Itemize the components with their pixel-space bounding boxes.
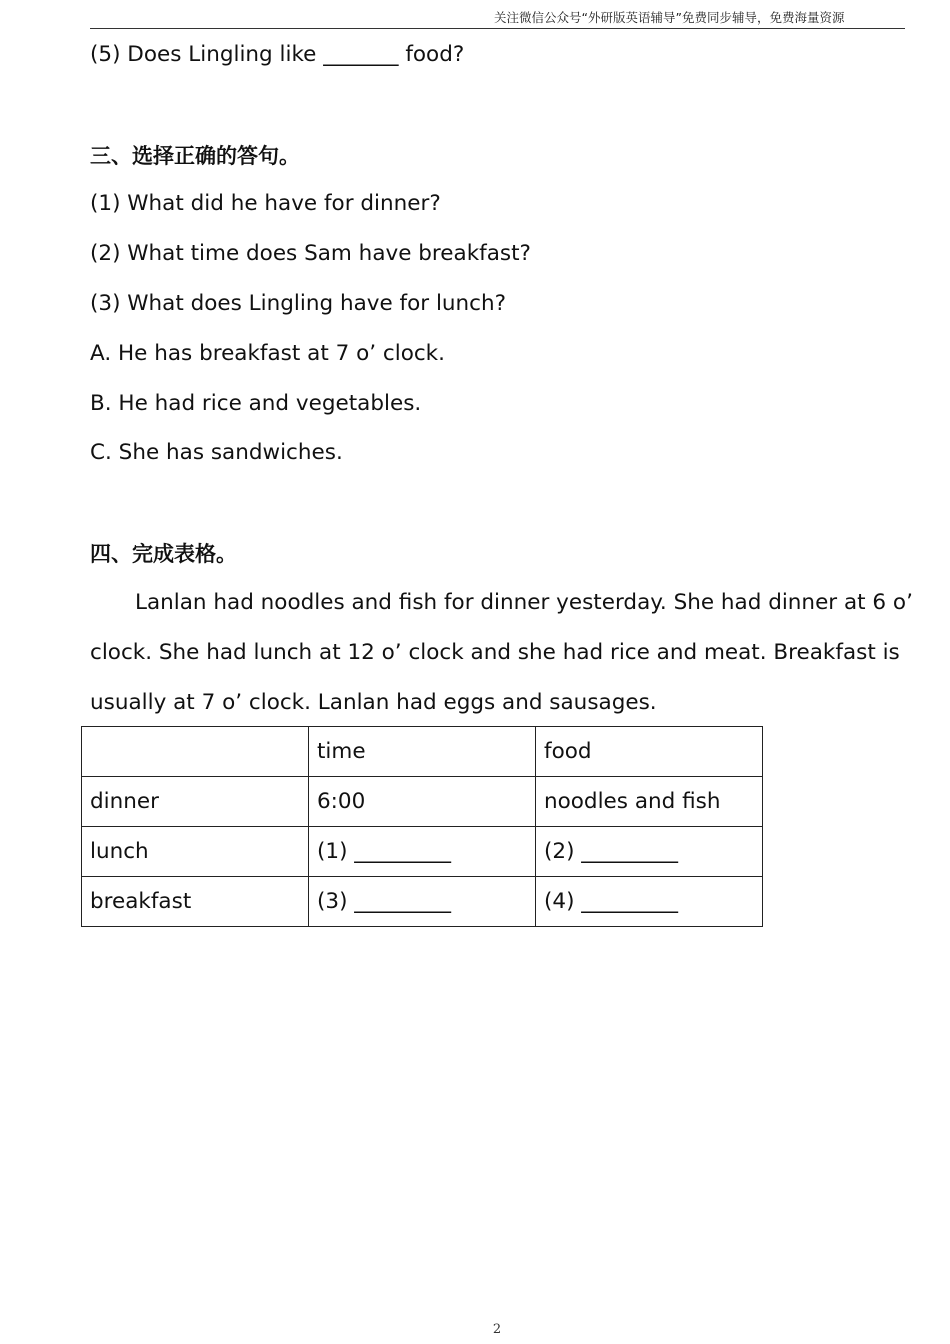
table-cell: lunch — [82, 827, 309, 877]
table-row — [82, 827, 763, 877]
header-divider — [90, 28, 905, 29]
answer-option-a: A. He has breakfast at 7 o’ clock. — [90, 341, 445, 366]
table-cell: (3) _________ — [309, 877, 536, 927]
table-header-row — [82, 727, 763, 777]
question-item: (3) What does Lingling have for lunch? — [90, 291, 507, 316]
table-row — [82, 877, 763, 927]
table-cell: (2) _________ — [536, 827, 763, 877]
section-4-title: 四、完成表格。 — [90, 542, 237, 566]
passage-line: usually at 7 o’ clock. Lanlan had eggs and sausages. — [90, 690, 657, 715]
table-cell: breakfast — [82, 877, 309, 927]
table-row — [82, 777, 763, 827]
table-header-cell: food — [536, 727, 763, 777]
table-cell: 6:00 — [309, 777, 536, 827]
question-item: (2) What time does Sam have breakfast? — [90, 241, 531, 266]
table-cell: (4) _________ — [536, 877, 763, 927]
question-5: (5) Does Lingling like _______ food? — [90, 42, 465, 67]
table-cell: noodles and fish — [536, 777, 763, 827]
page-number: 2 — [492, 1322, 502, 1337]
answer-option-b: B. He had rice and vegetables. — [90, 391, 422, 416]
meal-table — [81, 726, 763, 927]
answer-option-c: C. She has sandwiches. — [90, 440, 343, 465]
passage-line: Lanlan had noodles and fish for dinner yesterday. She had dinner at 6 o’ — [135, 590, 913, 615]
table-header-cell — [82, 727, 309, 777]
table-cell: dinner — [82, 777, 309, 827]
question-item: (1) What did he have for dinner? — [90, 191, 441, 216]
header-notice: 关注微信公众号“外研版英语辅导”免费同步辅导，免费海量资源 — [494, 10, 845, 25]
table-cell: (1) _________ — [309, 827, 536, 877]
passage-line: clock. She had lunch at 12 o’ clock and she had rice and meat. Breakfast is — [90, 640, 900, 665]
table-header-cell: time — [309, 727, 536, 777]
section-3-title: 三、选择正确的答句。 — [90, 144, 300, 168]
